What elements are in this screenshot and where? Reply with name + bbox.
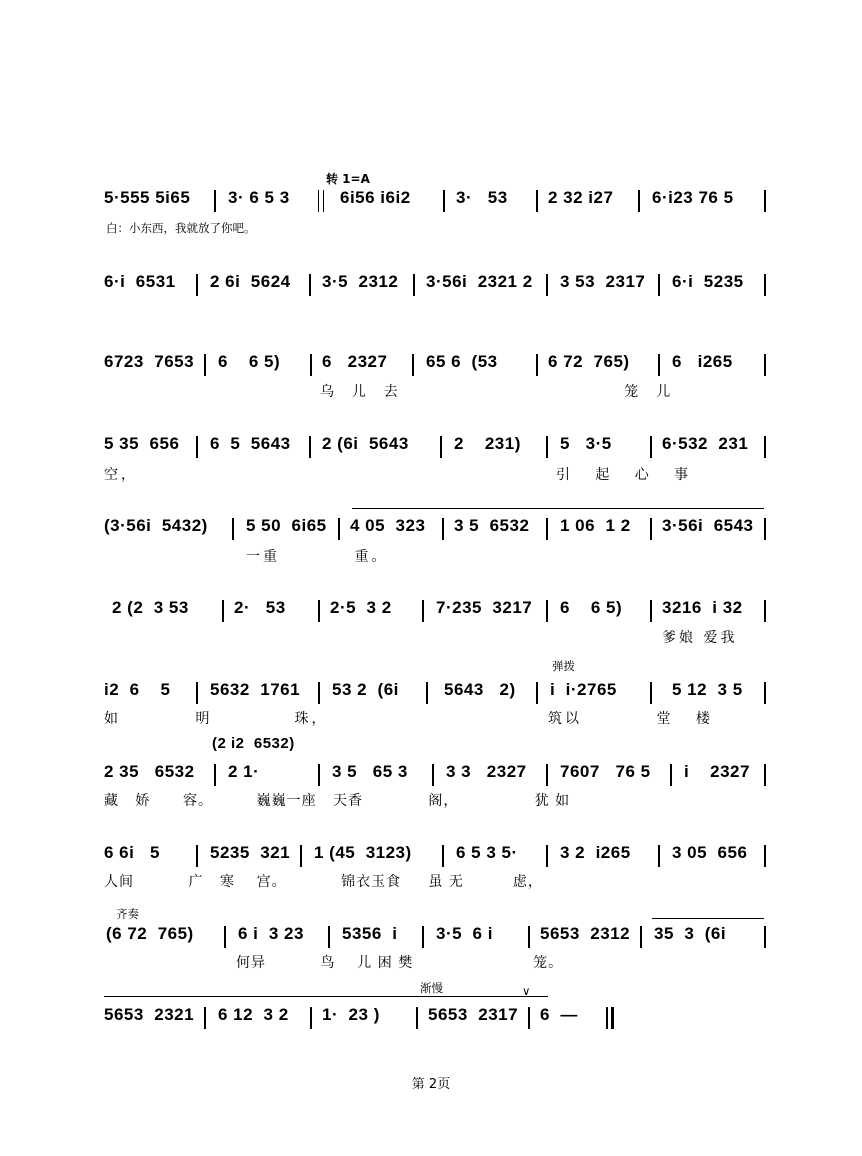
barline [658, 845, 660, 867]
measure: 4 05 323 [350, 516, 426, 535]
lyrics-line-10 [0, 952, 862, 974]
measure: 5 3·5 [560, 434, 612, 453]
barline [658, 274, 660, 296]
measure: 5 50 6i65 [246, 516, 327, 535]
notation-upper-line-8 [0, 735, 862, 763]
measure: i2 6 5 [104, 680, 171, 699]
barline [528, 1007, 530, 1029]
measure: 5643 2) [444, 680, 516, 699]
barline [546, 600, 548, 622]
measure: 2 6i 5624 [210, 272, 291, 291]
measure: i i·2765 [550, 680, 617, 699]
ornament-upper: (2 i2 6532) [212, 735, 295, 752]
measure: 2 (6i 5643 [322, 434, 409, 453]
measure: 2·5 3 2 [330, 598, 392, 617]
barline [764, 518, 766, 540]
measure: 3·5 6 i [436, 924, 493, 943]
barline [328, 926, 330, 948]
measure: 5653 2317 [428, 1005, 519, 1024]
lyric-text: 乌 儿 去 笼 儿 [320, 384, 674, 400]
measure: 3·56i 2321 2 [426, 272, 533, 291]
barline [309, 436, 311, 458]
measure: 6 i265 [672, 352, 733, 371]
lyrics-line-3 [0, 381, 862, 403]
tempo-mark-jianman: 渐慢 [420, 981, 443, 995]
spoken-dialogue: 白：小东西，我就放了你吧。 [106, 221, 256, 235]
barline [546, 764, 548, 786]
measure: 6 6 5) [560, 598, 623, 617]
measure: 2 35 6532 [104, 762, 195, 781]
lyric-text: 空， [104, 467, 138, 483]
barline [442, 518, 444, 540]
measure: 6·i 6531 [104, 272, 176, 291]
double-barline [318, 190, 324, 212]
barline [650, 518, 652, 540]
barline [426, 682, 428, 704]
measure: 6 12 3 2 [218, 1005, 289, 1024]
barline [546, 274, 548, 296]
phrase-slur [352, 508, 764, 509]
barline [764, 682, 766, 704]
measure: 3 2 i265 [560, 843, 631, 862]
notation-line-8 [0, 762, 862, 790]
barline [214, 190, 216, 212]
barline [318, 764, 320, 786]
measure: 1 06 1 2 [560, 516, 631, 535]
measure: 3· 53 [456, 188, 508, 207]
measure: 35 3 (6i [654, 924, 727, 943]
measure: 3216 i 32 [662, 598, 743, 617]
barline [309, 274, 311, 296]
barline [658, 354, 660, 376]
barline [536, 354, 538, 376]
notation-line-7 [0, 680, 862, 708]
measure: 6723 7653 [104, 352, 195, 371]
measure: 6·i 5235 [672, 272, 744, 291]
instrument-mark-tanbo: 弹拨 [552, 659, 575, 673]
barline [204, 1007, 206, 1029]
lyrics-line-9 [0, 871, 862, 893]
barline [546, 845, 548, 867]
measure: 6·532 231 [662, 434, 749, 453]
final-barline-thin [606, 1007, 608, 1029]
measure: 6 2327 [322, 352, 388, 371]
barline [318, 600, 320, 622]
measure: i 2327 [684, 762, 750, 781]
measure: 65 6 (53 [426, 352, 498, 371]
measure: 2 231) [454, 434, 521, 453]
barline [310, 354, 312, 376]
measure: 6 72 765) [548, 352, 630, 371]
measure: 6 5 5643 [210, 434, 291, 453]
measure: 3·56i 6543 [662, 516, 754, 535]
barline [764, 764, 766, 786]
barline [638, 190, 640, 212]
barline [528, 926, 530, 948]
lyric-text: 如 明 珠， [104, 711, 329, 727]
measure: 6i56 i6i2 [340, 188, 411, 207]
measure: 3· 6 5 3 [228, 188, 290, 207]
measure: 2 1· [228, 762, 260, 781]
notation-line-6 [0, 598, 862, 626]
measure: 6 i 3 23 [238, 924, 304, 943]
lyric-text: 何异 鸟 儿 困 樊 笼。 [236, 955, 564, 971]
measure: 53 2 (6i [332, 680, 399, 699]
notation-line-11 [0, 1005, 862, 1033]
measure: 5356 i [342, 924, 398, 943]
barline [416, 1007, 418, 1029]
barline [422, 600, 424, 622]
barline [440, 436, 442, 458]
barline [310, 1007, 312, 1029]
barline [536, 682, 538, 704]
barline [670, 764, 672, 786]
measure: 3 05 656 [672, 843, 748, 862]
notation-line-4 [0, 434, 862, 462]
measure: (6 72 765) [106, 924, 194, 943]
instrument-mark-qizou: 齐奏 [116, 907, 139, 921]
lyric-text: 一重 重。 [246, 549, 389, 565]
measure: 5235 321 [210, 843, 291, 862]
barline [196, 274, 198, 296]
barline [764, 926, 766, 948]
barline [412, 354, 414, 376]
measure: 7·235 3217 [436, 598, 533, 617]
measure: 5632 1761 [210, 680, 301, 699]
breath-mark: ∨ [522, 984, 531, 998]
measure: 5·555 5i65 [104, 188, 191, 207]
barline [413, 274, 415, 296]
measure: 6 — [540, 1005, 578, 1024]
measure: 6 6 5) [218, 352, 281, 371]
measure: 3 3 2327 [446, 762, 527, 781]
lyrics-line-7 [0, 708, 862, 730]
barline [546, 518, 548, 540]
barline [764, 600, 766, 622]
measure: 5653 2312 [540, 924, 631, 943]
barline [640, 926, 642, 948]
measure: 2 (2 3 53 [112, 598, 189, 617]
page-number: 第 2页 [411, 1077, 451, 1092]
measure: 2· 53 [234, 598, 286, 617]
barline [432, 764, 434, 786]
measure: 2 32 i27 [548, 188, 614, 207]
lyrics-line-6 [0, 627, 862, 649]
measure: (3·56i 5432) [104, 516, 208, 535]
measure: 5653 2321 [104, 1005, 195, 1024]
barline [318, 682, 320, 704]
measure: 5 12 3 5 [672, 680, 743, 699]
barline [650, 600, 652, 622]
measure: 1 (45 3123) [314, 843, 412, 862]
measure: 3 5 6532 [454, 516, 530, 535]
lyric-text: 爹娘 爱我 [662, 630, 738, 646]
barline [764, 190, 766, 212]
barline [546, 436, 548, 458]
measure: 6 6i 5 [104, 843, 160, 862]
barline [650, 436, 652, 458]
measure: 6·i23 76 5 [652, 188, 734, 207]
barline [764, 436, 766, 458]
barline [443, 190, 445, 212]
lyric-text: 藏 娇 容。 巍巍一座 天香 阁， 犹 如 [104, 793, 571, 809]
lyrics-line-4 [0, 464, 862, 486]
barline [222, 600, 224, 622]
notation-line-9 [0, 843, 862, 871]
measure: 7607 76 5 [560, 762, 651, 781]
measure: 6 5 3 5· [456, 843, 518, 862]
barline [764, 845, 766, 867]
barline [204, 354, 206, 376]
measure: 5 35 656 [104, 434, 180, 453]
measure: 3·5 2312 [322, 272, 399, 291]
barline [764, 274, 766, 296]
notation-line-10 [0, 924, 862, 952]
notation-line-2 [0, 272, 862, 300]
lyric-text: 筑以 堂 楼 [548, 711, 713, 727]
lyric-text: 引 起 心 事 [556, 467, 692, 483]
measure: 1· 23 ) [322, 1005, 380, 1024]
phrase-slur [652, 918, 764, 919]
notation-line-1 [0, 188, 862, 216]
barline [442, 845, 444, 867]
lyrics-line-8 [0, 790, 862, 812]
lyric-text: 人间 广 寒 宫。 锦衣玉食 虽 无 虑， [104, 874, 543, 890]
barline [650, 682, 652, 704]
notation-line-5 [0, 516, 862, 544]
final-barline-thick [611, 1007, 614, 1029]
barline [196, 682, 198, 704]
barline [214, 764, 216, 786]
lyrics-line-5 [0, 546, 862, 568]
barline [224, 926, 226, 948]
key-change-label: 转 1=A [326, 172, 370, 186]
barline [300, 845, 302, 867]
phrase-slur [104, 996, 548, 997]
barline [764, 354, 766, 376]
measure: 3 5 65 3 [332, 762, 408, 781]
barline [536, 190, 538, 212]
barline [338, 518, 340, 540]
barline [232, 518, 234, 540]
barline [422, 926, 424, 948]
barline [196, 436, 198, 458]
measure: 3 53 2317 [560, 272, 646, 291]
notation-line-3 [0, 352, 862, 380]
barline [196, 845, 198, 867]
